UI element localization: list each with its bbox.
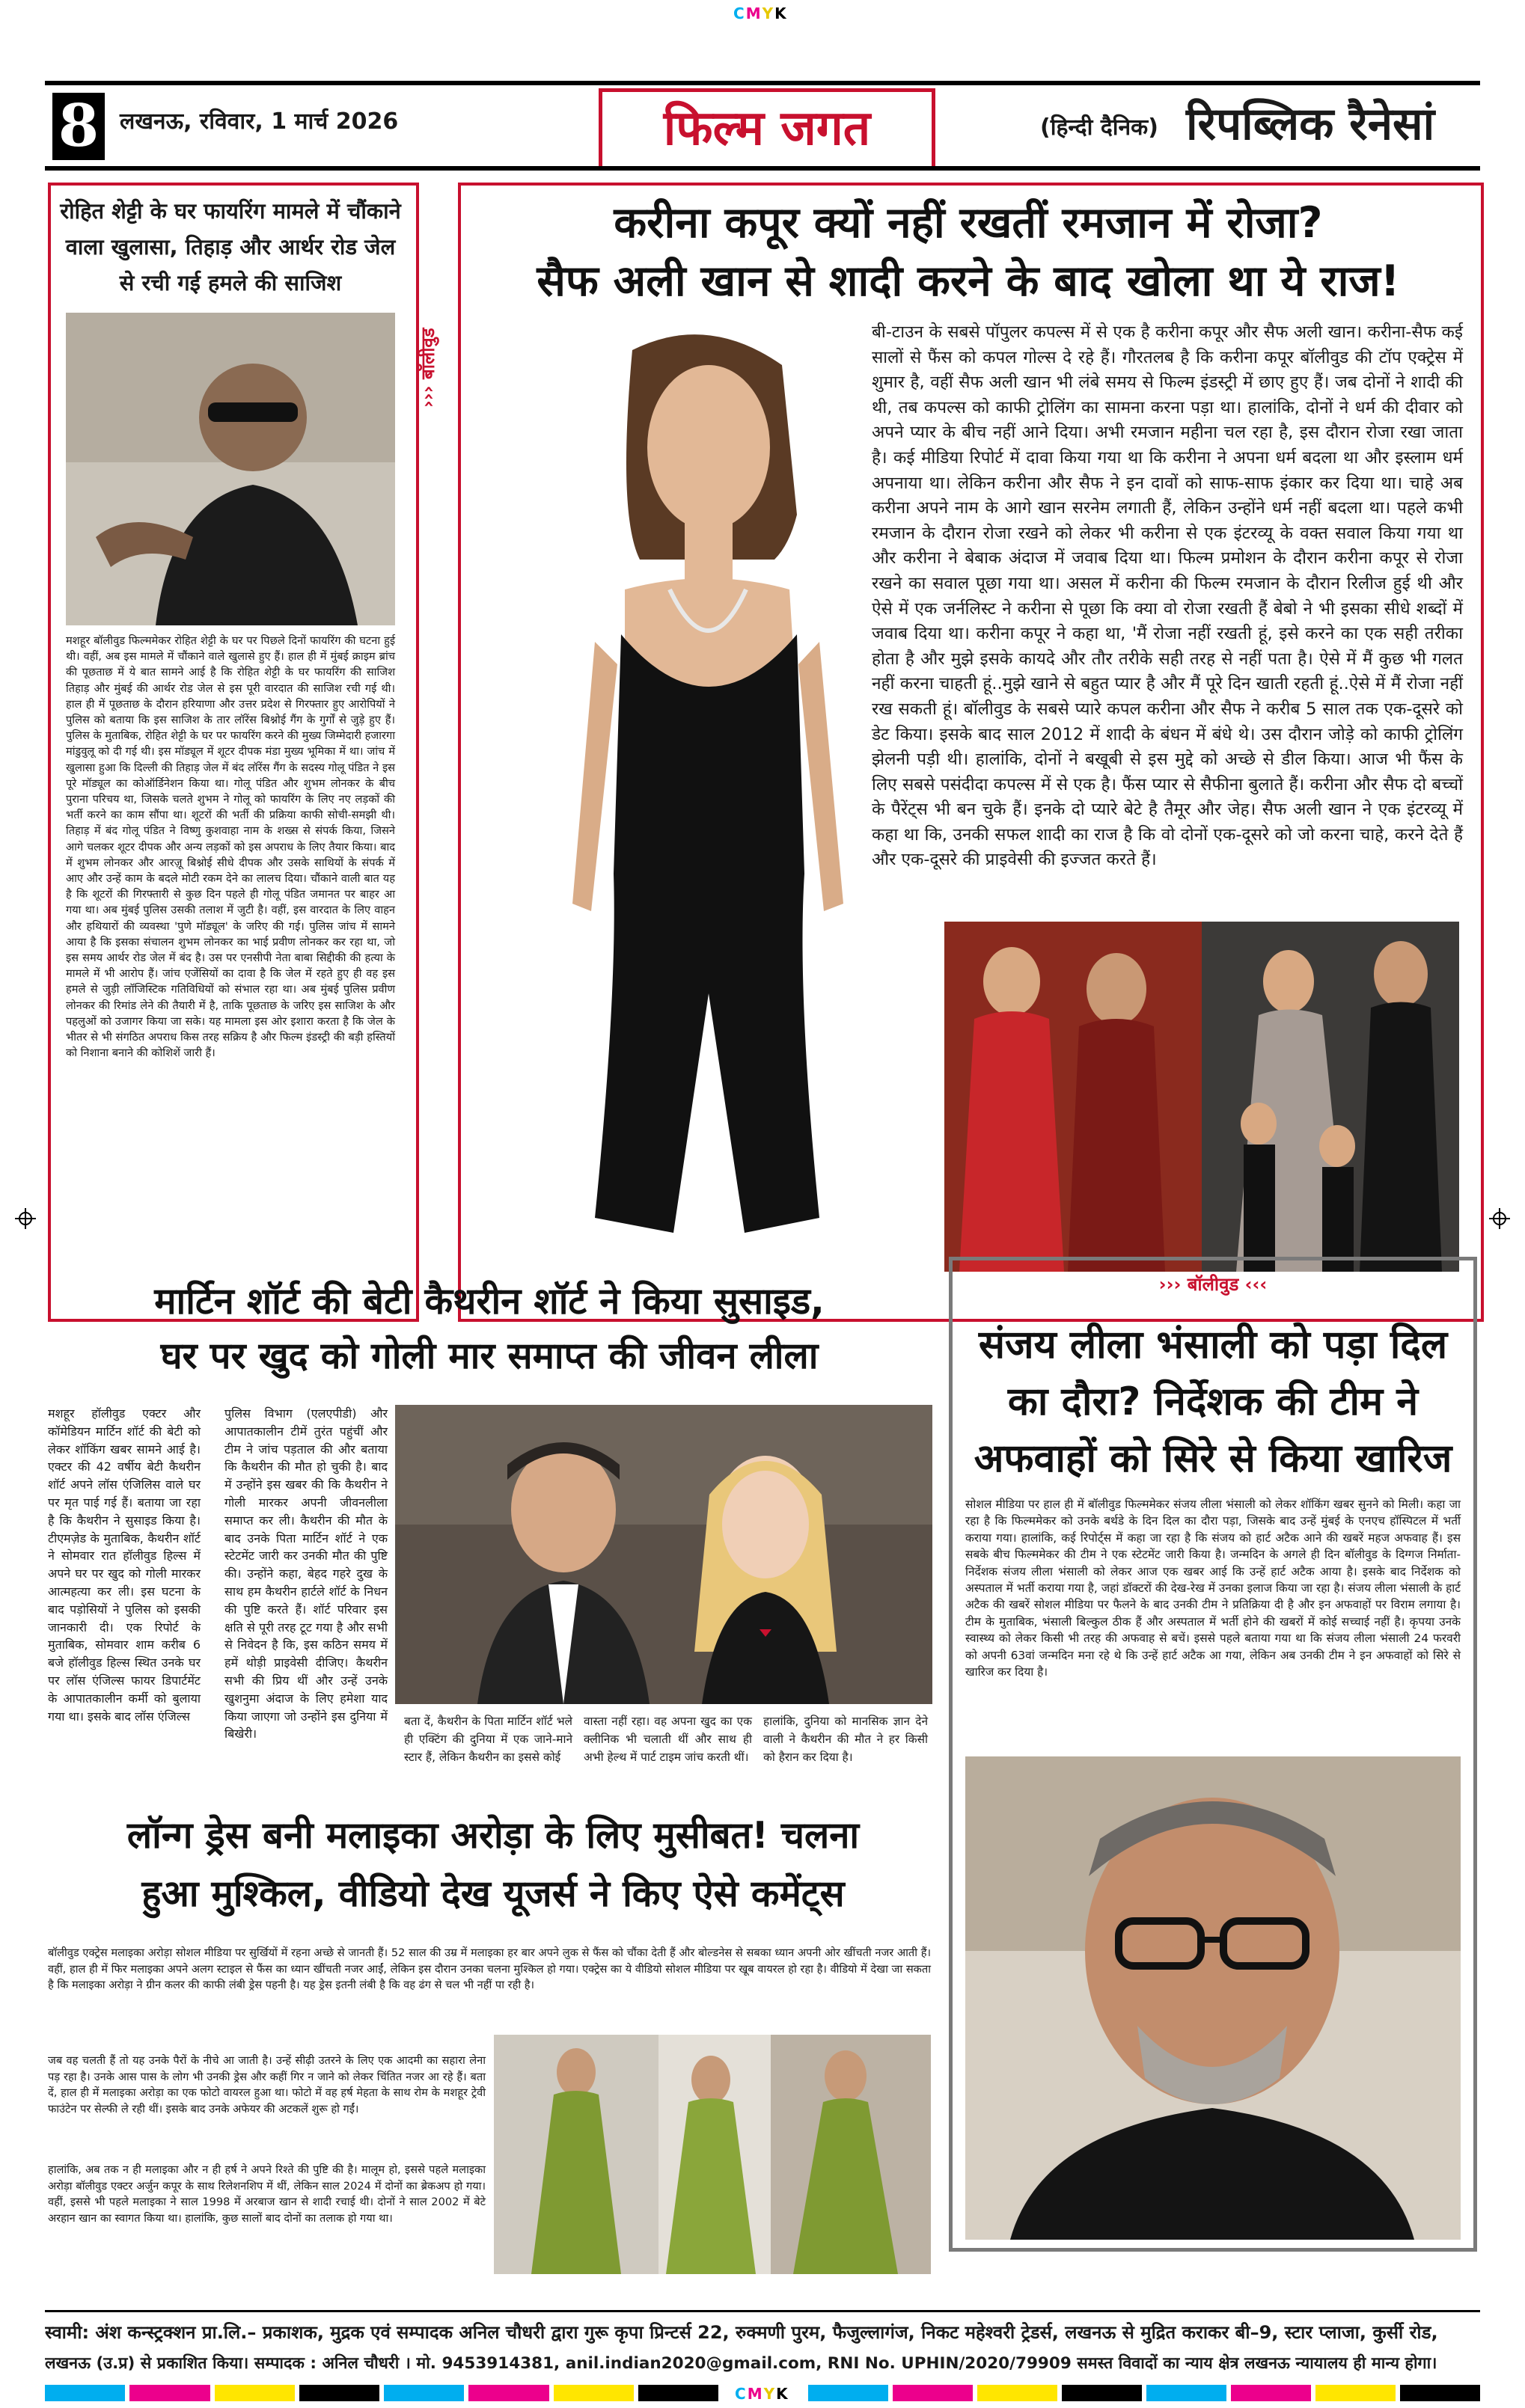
swatch-magenta (129, 2385, 210, 2401)
swatch-black-3 (1062, 2385, 1142, 2401)
cmyk-m-bottom: M (747, 2385, 764, 2403)
bhansali-headline: संजय लीला भंसाली को पड़ा दिल का दौरा? निर्देशक की टीम ने अफवाहों को सिरे से किया खारिज (974, 1323, 1452, 1481)
dateline: लखनऊ, रविवार, 1 मार्च 2026 (120, 108, 399, 135)
registration-mark-left (15, 1208, 36, 1229)
swatch-black-4 (1400, 2385, 1480, 2401)
kareena-body: बी-टाउन के सबसे पॉपुलर कपल्स में से एक है करीना कपूर और सैफ अली खान। करीना-सैफ कई सालों से फैंस को कपल गोल्स दे रहे हैं। गौरतलब है कि करीना कपूर बॉलीवुड की टॉप एक्ट्रेस में शुमार है, वहीं सैफ अली खान भी लंबे समय से फिल्म इंडस्ट्री में छाए हुए हैं। जब दोनों ने शादी की थी, तब कपल्स को काफी ट्रोलिंग का सामना करना पड़ा था। हालांकि, दोनों ने धर्म की दीवार को अपने प्यार के बीच नहीं आने दिया। अभी रमजान महीना चल रहा है, इस दौरान रोजा रखा जाता है। कई मीडिया रिपोर्ट में दावा किया गया था कि करीना ने अपना धर्म बदला था और इस्लाम धर्म अपनाया था। लेकिन करीना और सैफ ने इन दावों को साफ-साफ इंकार कर दिया था। चाहे अब करीना अपने नाम के आगे खान सरनेम लगाती हैं, लेकिन उन्होंने धर्म नहीं बदला था। पहले कभी रमजान के दौरान रोजा रखने को लेकर भी करीना से एक इंटरव्यू के वक्त सवाल किया गया था और करीना ने बेबाक अंदाज में जवाब दिया था। फिल्म प्रमोशन के दौरान करीना कपूर से रोजा रखने का सवाल पूछा गया था। असल में करीना की फिल्म रमजान के दौरान रिलीज हुई थी और ऐसे में एक जर्नलिस्ट ने करीना से पूछा कि क्या वो रोजा रखती हैं बेबो ने भी इसका सीधे शब्दों में जवाब दिया था। करीना कपूर ने कहा था, 'मैं रोजा नहीं रखती हूं, इसे करने का एक सही तरीका होता है और मुझे इसके कायदे और तौर तरीके सही तरह से नहीं पता है। ऐसे में मैं कुछ भी गलत नहीं करना चाहती हूं..मुझे खाने से बहुत प्यार है और मैं पूरे दिन खाती रहती हूं..ऐसे में मैं रोजा नहीं रख सकती हूं। बॉलीवुड के सबसे प्यारे कपल करीना और सैफ ने करीब 5 साल तक एक-दूसरे को डेट किया। इसके बाद साल 2012 में शादी के बंधन में बंधे थे। उस दौरान जोड़े को काफी ट्रोलिंग झेलनी पड़ी थी। हालांकि, दोनों ने बखूबी से इस मुद्दे को अच्छे से डील किया। आज भी फैंस के लिए सबसे पसंदीदा कपल्स में से एक है। फैंस प्यार से सैफीना बुलाते हैं। करीना और सैफ दो बच्चों के पैरेंट्स भी बन चुके हैं। इनके दो प्यारे बेटे है तैमूर और जेह। सैफ अली खान ने एक इंटरव्यू में कहा था कि, उनकी सफल शादी का राज है कि वो दोनों एक-दूसरे को जो करना चाहे, करने देते हैं और एक-दूसरे की प्राइवेसी की इज्जत करते हैं। (872, 322, 1463, 870)
cmyk-c-bottom: C (735, 2385, 748, 2403)
section-title: फिल्म जगत (599, 88, 935, 171)
paper-name: रिपब्लिक रैनेसां (1186, 98, 1435, 150)
martin-col-2: पुलिस विभाग (एलएपीडी) और आपातकालीन टीमें तुरंत पहुंचीं और टीम ने जांच पड़ताल की और बताया कि कैथरीन की मौत हो चुकी है। बाद में उन्होंने इस खबर की कि कैथरीन ने गोली मारकर अपनी जीवनलीला समाप्त कर ली। कैथरीन की मौत के बाद उनके पिता मार्टिन शॉर्ट ने एक स्टेटमेंट जारी कर उनकी मौत की पुष्टि की। उन्होंने कहा, बेहद गहरे दुख के साथ हम कैथरीन हार्टले शॉर्ट के निधन की पुष्टि करते हैं। शॉर्ट परिवार इस क्षति से पूरी तरह टूट गया है और सभी से निवेदन है कि, इस कठिन समय में हमें थोड़ी प्राइवेसी दीजिए। कैथरीन सभी की प्रिय थीं और उन्हें उनके खुशनुमा अंदाज के लिए हमेशा याद किया जाएगा जो उन्होंने इस दुनिया में बिखेरी। (224, 1406, 388, 1741)
masthead-rule-top (45, 81, 1480, 85)
cmyk-m: M (745, 4, 762, 22)
martin-photo (395, 1405, 932, 1704)
colour-bar-right (808, 2385, 1480, 2401)
kareena-family-photo (944, 922, 1459, 1272)
cmyk-marker-top (733, 4, 788, 22)
martin-col-5: हालांकि, दुनिया को मानसिक ज्ञान देने वाली ने कैथरीन की मौत ने हर किसी को हैरान कर दिया है। (763, 1715, 928, 1764)
paper-type: (हिन्दी दैनिक) (1040, 114, 1158, 141)
rohit-body: मशहूर बॉलीवुड फिल्ममेकर रोहित शेट्टी के घर पर पिछले दिनों फायरिंग की घटना हुई थी। वहीं, अब इस मामले में चौंकाने वाले खुलासे हुए हैं। हाल ही में मुंबई क्राइम ब्रांच की पूछताछ में ये बात सामने आई है कि रोहित शेट्टी के घर फायरिंग की साजिश तिहाड़ और मुंबई की आर्थर रोड जेल से इस पूरी वारदात की साजिश रची गई थी। हाल ही में पूछताछ के दौरान हरियाणा और उत्तर प्रदेश से गिरफ्तार हुए आरोपियों ने पुलिस को बताया कि इस साजिश के तार लॉरेंस बिश्नोई गैंग के गुर्गों से जुड़े हुए हैं। पुलिस के मुताबिक, रोहित शेट्टी के घर पर फायरिंग करने की मुख्य जिम्मेदारी हजारगा मांडुवुलू को दी गई थी। इस मॉड्यूल में शूटर दीपक मंडा मुख्य भूमिका में था। जांच में खुलासा हुआ कि दिल्ली की तिहाड़ जेल में बंद लॉरेंस गैंग के सदस्य गोलू पंडित ने इस पूरे मॉड्यूल का कोऑर्डिनेशन किया था। गोलू पंडित और शुभम लोनकर के बीच पुराना परिचय था, जिसके चलते शुभम ने गोलू को फायरिंग के लिए नए लड़कों की भर्ती करने का काम सौंपा था। शूटरों की भर्ती की प्रक्रिया काफी सोची-समझी थी। तिहाड़ में बंद गोलू पंडित ने विष्णु कुशवाहा नाम के शख्स से संपर्क किया, जिसने आगे चलकर शूटर दीपक और अन्य लड़कों को इस अपराध के लिए तैयार किया। बाद में शुभम लोनकर और आरज़ू बिश्नोई सीधे दीपक और उसके साथियों के संपर्क में आए और उन्हें काम के बदले मोटी रकम देने का लालच दिया। चौंकाने वाली बात यह है कि शूटरों की गिरफ्तारी से कुछ दिन पहले ही गोलू पंडित जमानत पर बाहर आ गया था। अब मुंबई पुलिस उसकी तलाश में जुटी है। वहीं, इस वारदात के लिए वाहन और हथियारों की व्यवस्था 'पुणे मॉड्यूल' के जरिए की गई। पुलिस जांच में सामने आया है कि इसका संचालन शुभम लोनकर का भाई प्रवीण लोनकर कर रहा था, जो इस समय आर्थर रोड जेल में बंद है। उस पर एनसीपी नेता बाबा सिद्दीकी की हत्या के मामले में भी आरोप हैं। जांच एजेंसियों का दावा है कि जेल में रहते हुए ही वह इस हमले से जुड़ी लॉजिस्टिक गतिविधियों को संभाल रहा था। अब मुंबई पुलिस प्रवीण लोनकर की रिमांड लेने की तैयारी में है, ताकि पूछताछ के जरिए इस साजिश के और पहलुओं को उजागर किया जा सके। यह मामला इस ओर इशारा करता है कि जेल के भीतर से भी संगठित अपराध किस तरह सक्रिय है और फिल्म इंडस्ट्री की बड़ी हस्तियों को निशाना बनाने की कोशिशें जारी हैं। (66, 634, 395, 1060)
martin-photo-illustration (395, 1405, 932, 1704)
page-number: 8 (52, 93, 105, 160)
malaika-headline-1: लॉन्ग ड्रेस बनी मलाइका अरोड़ा के लिए मुसीबत! चलना (126, 1814, 860, 1857)
swatch-magenta-4 (1231, 2385, 1311, 2401)
cmyk-marker-bottom (735, 2385, 789, 2403)
malaika-body-2: जब वह चलती हैं तो यह उनके पैरों के नीचे आ जाती है। उन्हें सीढ़ी उतरने के लिए एक आदमी का सहारा लेना पड़ रहा है। उनके आस पास के लोग भी उनकी ड्रेस और कहीं गिर न जाने को लेकर चिंतित नजर आ रहे हैं। बता दें, हाल ही में मलाइका अरोड़ा का एक फोटो वायरल हुआ था। फोटो में वह हर्ष मेहता के साथ रोम के मशहूर ट्रेवी फाउंटेन पर सेल्फी ले रही थीं। इसके बाद उनके अफेयर की अटकलें शुरू हो गईं। (48, 2054, 486, 2116)
cmyk-y: Y (762, 4, 775, 22)
rohit-photo (66, 313, 395, 625)
malaika-body-3: हालांकि, अब तक न ही मलाइका और न ही हर्ष ने अपने रिश्ते की पुष्टि की है। मालूम हो, इससे पहले मलाइका अरोड़ा बॉलीवुड एक्टर अर्जुन कपूर के साथ रिलेशनशिप में थीं, लेकिन साल 2024 में दोनों का ब्रेकअप हो गया। वहीं, इससे भी पहले मलाइका ने साल 1998 में अरबाज खान से शादी रचाई थी। दोनों ने साल 2002 में बेटे अरहान खान का स्वागत किया था। हालांकि, कुछ सालों बाद दोनों का तलाक हो गया था। (48, 2163, 486, 2225)
malaika-photo (494, 2035, 931, 2274)
malaika-photo-illustration (494, 2035, 931, 2274)
swatch-yellow-2 (554, 2385, 634, 2401)
swatch-cyan-4 (1146, 2385, 1226, 2401)
martin-headline-2: घर पर खुद को गोली मार समाप्त की जीवन लीला (160, 1335, 819, 1377)
cmyk-k: K (774, 4, 788, 22)
swatch-yellow (215, 2385, 295, 2401)
swatch-yellow-4 (1315, 2385, 1396, 2401)
swatch-yellow-3 (977, 2385, 1057, 2401)
martin-col-4: वास्ता नहीं रहा। वह अपना खुद का एक क्लीनिक भी चलाती थीं और साथ ही अभी हेल्थ में पार्ट टाइम जांच करती थीं। (584, 1715, 752, 1764)
swatch-black-2 (638, 2385, 718, 2401)
swatch-cyan-3 (808, 2385, 888, 2401)
imprint-line-2: लखनऊ (उ.प्र) से प्रकाशित किया। सम्पादक : अनिल चौधरी । मो. 9453914381, anil.indian2020@gmail.com, RNI No. UPHIN/2020/79909 समस्त विवादों का न्याय क्षेत्र लखनऊ न्यायालय ही मान्य होगा। (45, 2354, 1437, 2373)
bhansali-section-tag: ››› बॉलीवुड ‹‹‹ (1158, 1274, 1268, 1295)
swatch-cyan (45, 2385, 125, 2401)
masthead-rule-bottom (45, 166, 1480, 171)
bhansali-body: सोशल मीडिया पर हाल ही में बॉलीवुड फिल्ममेकर संजय लीला भंसाली को लेकर शॉकिंग खबर सुनने को मिली। कहा जा रहा है कि फिल्ममेकर को उनके बर्थडे के दिन दिल का दौरा पड़ा, जिसके बाद उन्हें मुंबई के एनएच हॉस्पिटल में भर्ती कराया गया। हालांकि, कई रिपोर्ट्स में कहा जा रहा है कि संजय को हार्ट अटैक आने की खबरें महज अफवाह हैं। इस सबके बीच फिल्ममेकर की टीम ने एक स्टेटमेंट जारी किया है। जन्मदिन के अगले ही दिन बॉलीवुड के दिग्गज निर्माता-निर्देशक संजय लीला भंसाली को लेकर आज एक खबर आई कि उन्हें हार्ट अटैक आया है। इसके बाद निर्देशक को अस्पताल में भर्ती कराया गया है, जहां डॉक्टरों की देख-रेख में उनका इलाज किया जा रहा है। संजय लीला भंसाली के हार्ट अटैक की खबरें सोशल मीडिया पर फैलने के बाद उनकी टीम ने प्रतिक्रिया दी है और इन अफवाहों पर विराम लगाया है। टीम के मुताबिक, भंसाली बिल्कुल ठीक हैं और अस्पताल में भर्ती होने की खबरों में कोई सच्चाई नहीं है। कृपया उनके स्वास्थ्य को लेकर किसी भी तरह की अफवाह से बचें। इससे पहले बताया गया था कि संजय लीला भंसाली 24 फरवरी को अपनी 63वां जन्मदिन मना रहे थे कि उन्हें हार्ट अटैक आ गया, लेकिन अब उनकी टीम ने इन अफवाहों को सिरे से खारिज कर दिया है। (965, 1498, 1461, 1679)
swatch-cyan-2 (384, 2385, 464, 2401)
martin-col-1: मशहूर हॉलीवुड एक्टर और कॉमेडियन मार्टिन शॉर्ट की बेटी को लेकर शॉकिंग खबर सामने आई है। एक्टर की 42 वर्षीय बेटी कैथरीन शॉर्ट अपने लॉस एंजिलिस वाले घर पर मृत पाई गई हैं। बताया जा रहा है कि कैथरीन ने सुसाइड किया है। टीएमज़ेड के मुताबिक, कैथरीन शॉर्ट ने सोमवार रात हॉलीवुड हिल्स में अपने घर पर खुद को गोली मारकर आत्महत्या कर ली। इस घटना के बाद पड़ोसियों ने पुलिस को इसकी जानकारी दी। एक रिपोर्ट के मुताबिक, सोमवार शाम करीब 6 बजे हॉलीवुड हिल्स स्थित उनके घर पर लॉस एंजिल्स फायर डिपार्टमेंट के आपातकालीन कर्मी को बुलाया गया था। इसके बाद लॉस एंजिल्स (48, 1406, 201, 1724)
cmyk-k-bottom: K (776, 2385, 789, 2403)
imprint-line-1: स्वामी: अंश कन्स्ट्रक्शन प्रा.लि.– प्रकाशक, मुद्रक एवं सम्पादक अनिल चौधरी द्वारा गुरू कृपा प्रिन्टर्स 22, रुक्मणी पुरम, फैजुल्लागंज, निकट महेश्वरी ट्रेडर्स, लखनऊ से मुद्रित कराकर बी–9, स्टार प्लाजा, कुर्सी रोड, (45, 2322, 1438, 2343)
bhansali-photo-illustration (965, 1756, 1461, 2240)
cmyk-c: C (733, 4, 746, 22)
martin-col-3: बता दें, कैथरीन के पिता मार्टिन शॉर्ट भले ही एक्टिंग की दुनिया में एक जाने-माने स्टार हैं, लेकिन कैथरीन का इससे कोई (404, 1715, 572, 1764)
kareena-photo (550, 320, 868, 1300)
footer-rule (45, 2310, 1480, 2312)
rohit-photo-illustration (66, 313, 395, 625)
kareena-family-illustration (944, 922, 1459, 1272)
malaika-headline-2: हुआ मुश्किल, वीडियो देख यूजर्स ने किए ऐसे कमेंट्स (141, 1872, 845, 1915)
kareena-photo-illustration (550, 320, 868, 1300)
kareena-headline-1: करीना कपूर क्यों नहीं रखतीं रमजान में रोजा? (614, 198, 1323, 248)
cmyk-y-bottom: Y (763, 2385, 777, 2403)
swatch-magenta-3 (893, 2385, 973, 2401)
swatch-black (299, 2385, 379, 2401)
bhansali-photo (965, 1756, 1461, 2240)
swatch-magenta-2 (468, 2385, 548, 2401)
kareena-section-tag: ››› बॉलीवुड (418, 328, 438, 408)
kareena-headline-2: सैफ अली खान से शादी करने के बाद खोला था ये राज! (537, 257, 1400, 306)
martin-headline-1: मार्टिन शॉर्ट की बेटी कैथरीन शॉर्ट ने किया सुसाइड, (154, 1280, 825, 1323)
imprint (45, 2317, 1480, 2379)
malaika-body-1: बॉलीवुड एक्ट्रेस मलाइका अरोड़ा सोशल मीडिया पर सुर्खियों में रहना अच्छे से जानती हैं। 52 साल की उम्र में मलाइका हर बार अपने लुक से फैंस को चौंका देती हैं और बोल्डनेस से सबका ध्यान अपनी ओर खींचती नजर आती हैं। वहीं, हाल ही में फिर मलाइका अपने अलग स्टाइल से फैंस का ध्यान खींचती नजर आईं, लेकिन इस दौरान उनका चलना मुश्किल हो गया। एक्ट्रेस का ये वीडियो सोशल मीडिया पर खूब वायरल हो रहा है। वीडियो में देखा जा सकता है कि मलाइका अरोड़ा ने ग्रीन कलर की काफी लंबी ड्रेस पहनी है। यह ड्रेस इतनी लंबी है कि वह ढंग से चल भी नहीं पा रही है। (48, 1946, 931, 1991)
registration-mark-right (1489, 1208, 1510, 1229)
rohit-headline: रोहित शेट्टी के घर फायरिंग मामले में चौंकाने वाला खुलासा, तिहाड़ और आर्थर रोड जेल से रची गई हमले की साजिश (60, 198, 401, 295)
colour-bar-left (45, 2385, 718, 2401)
